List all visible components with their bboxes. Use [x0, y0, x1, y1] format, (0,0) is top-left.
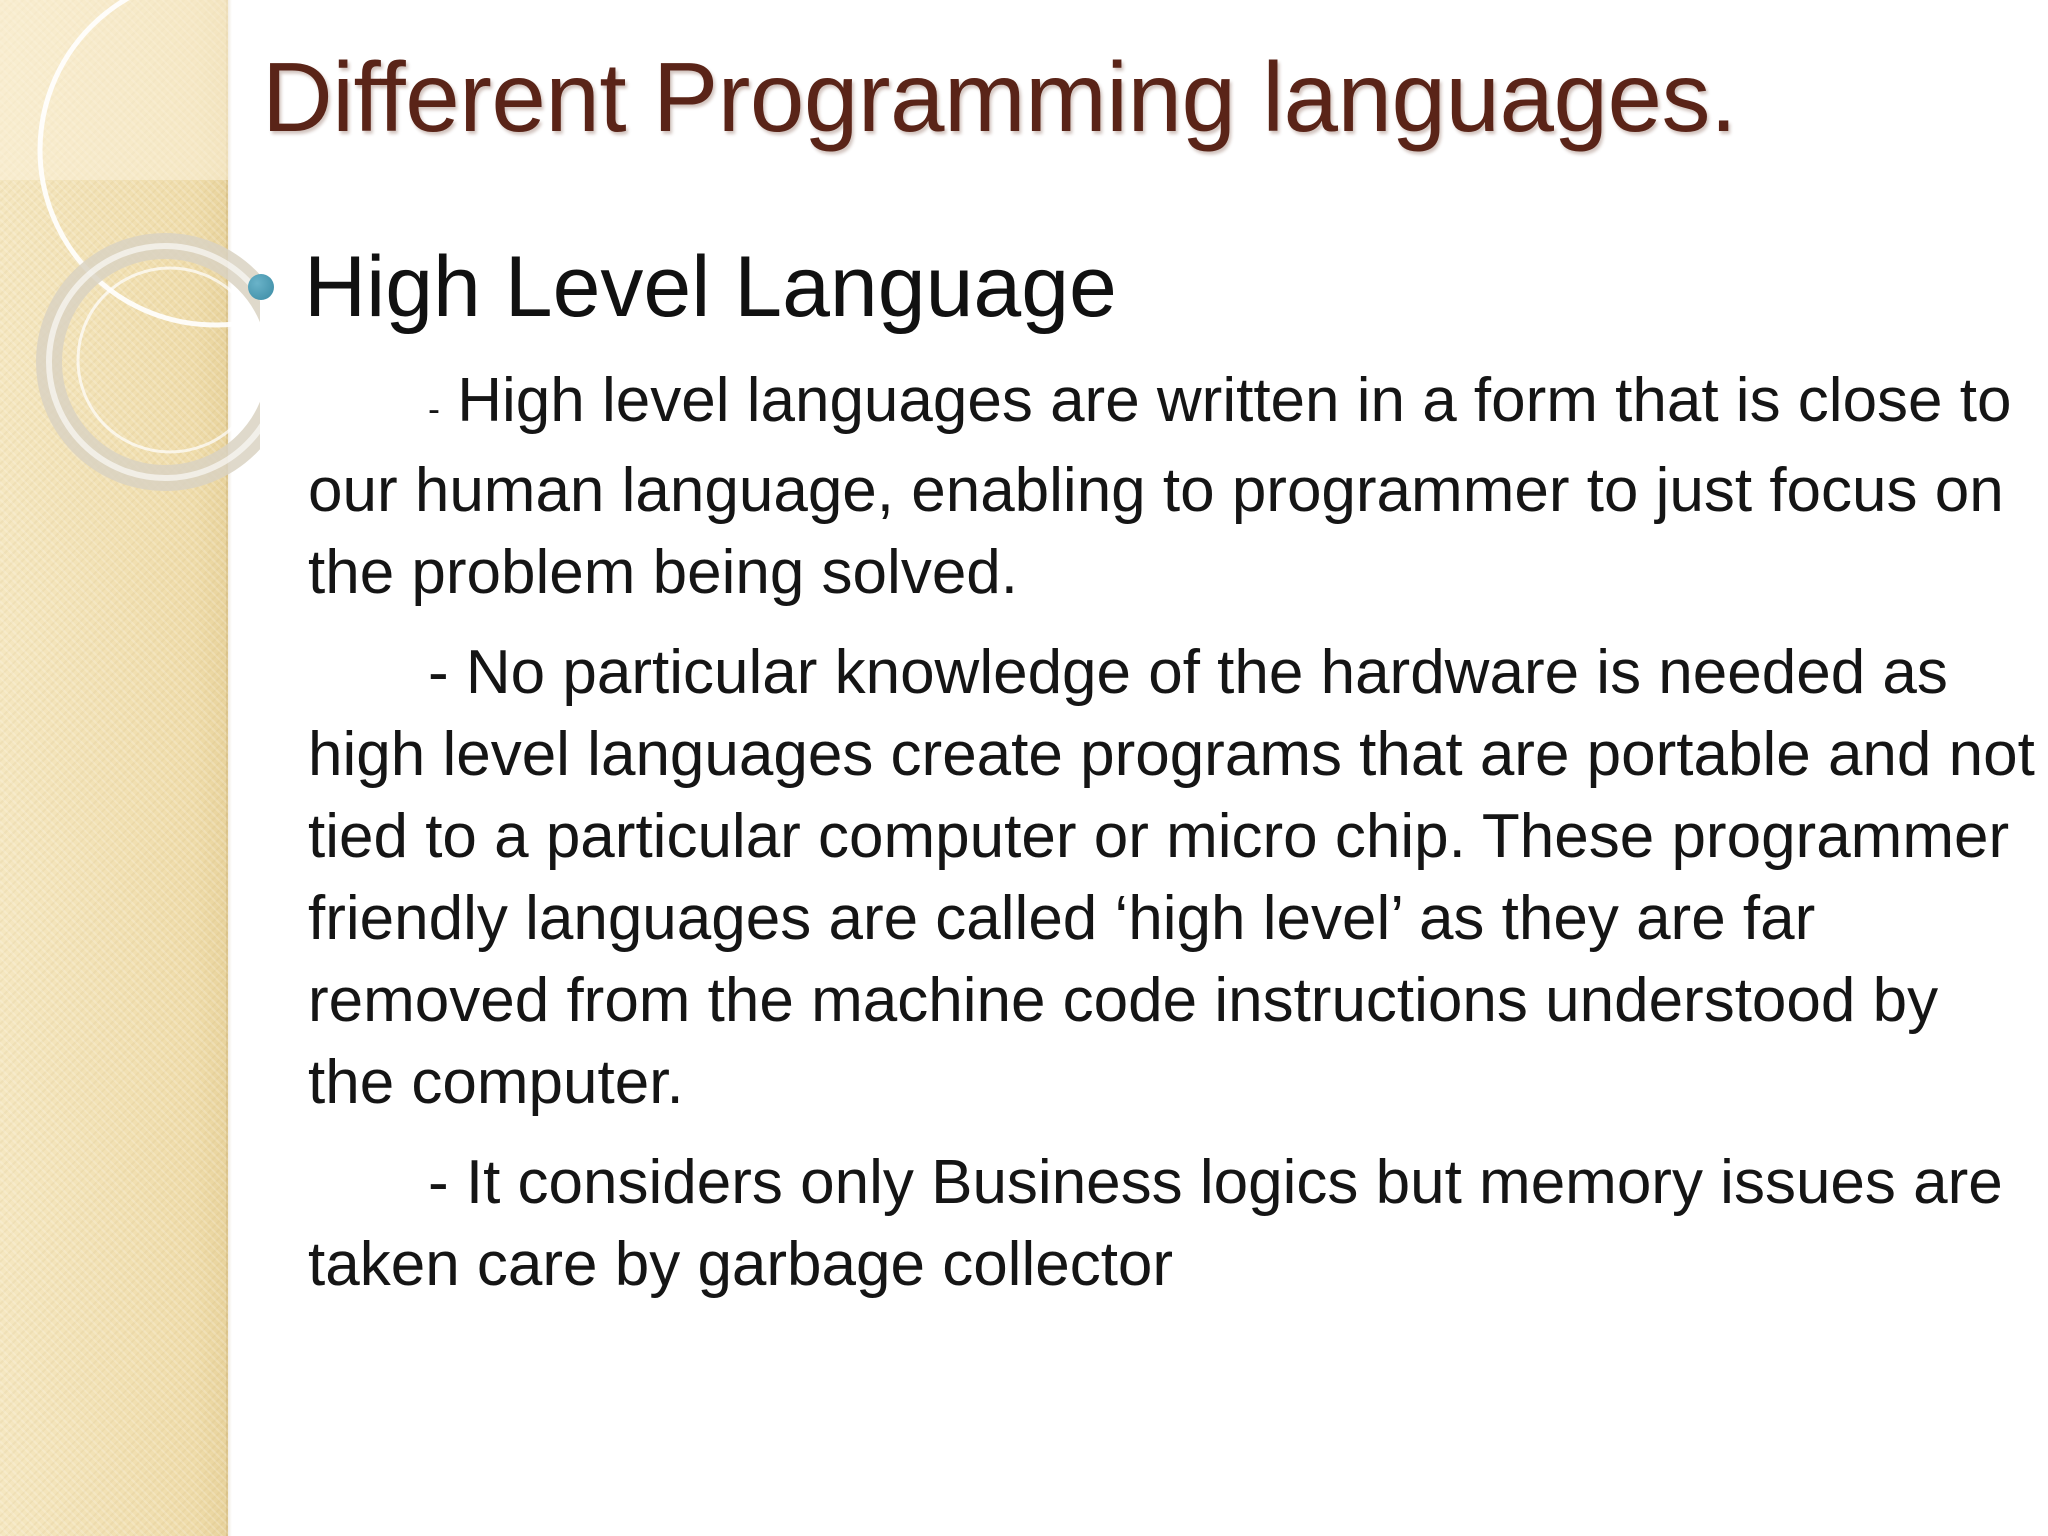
- paragraph-2: [308, 632, 2038, 1124]
- side-strip-edge: [226, 0, 232, 1536]
- paragraph-text: High level languages are written in a form that is close to our human language, enabling to programmer to just focus on the problem being solved.: [308, 366, 2012, 607]
- paragraph-3: [308, 1142, 2038, 1306]
- paragraph-text: It considers only Business logics but memory issues are taken care by garbage collector: [308, 1148, 2003, 1299]
- paragraph-dash: -: [428, 638, 449, 707]
- bullet-row: [248, 238, 1117, 337]
- slide-body: [308, 360, 2038, 1324]
- paragraph-dash: -: [428, 388, 440, 429]
- bullet-heading: High Level Language: [304, 239, 1117, 335]
- decorative-side-strip: [0, 0, 228, 1536]
- slide-title: Different Programming languages.: [262, 42, 1737, 152]
- paragraph-1: [308, 360, 2038, 614]
- paragraph-dash: -: [428, 1148, 449, 1217]
- paragraph-text: No particular knowledge of the hardware is needed as high level languages create programs that are portable and not tied to a particular computer or micro chip. These programmer friendly languages are called ‘high level’ as they are far removed from the machine code instructions understood by the computer.: [308, 638, 2035, 1117]
- round-bullet-icon: [248, 274, 274, 300]
